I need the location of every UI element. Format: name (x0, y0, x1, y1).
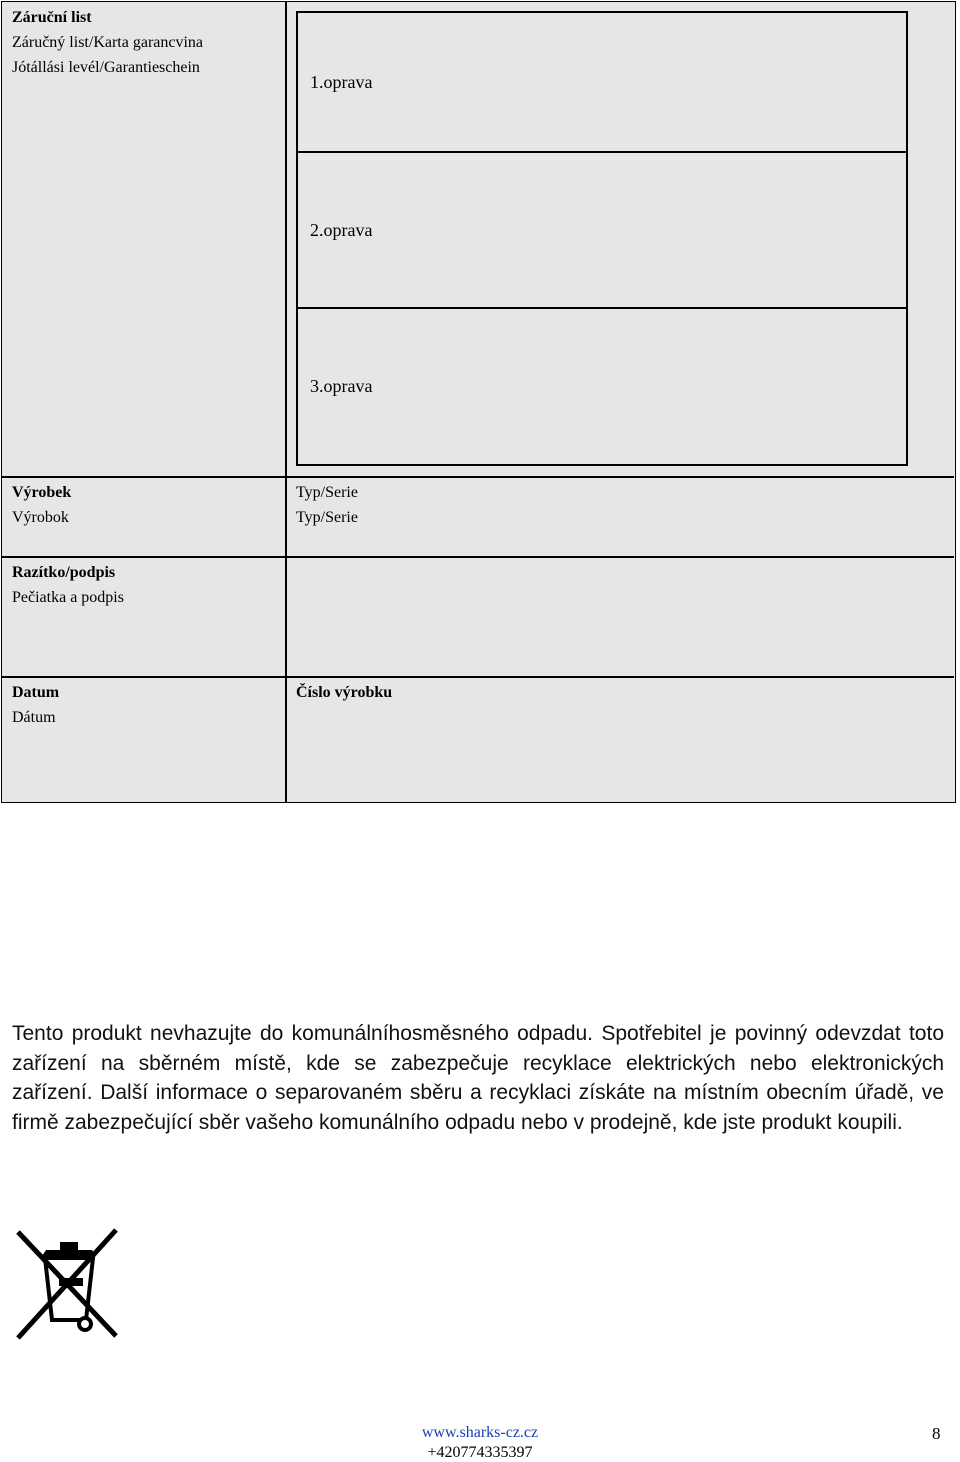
stamp-label: Razítko/podpis (12, 564, 116, 581)
type-serie-label: Typ/Serie (296, 484, 358, 501)
date-label: Datum (12, 684, 60, 701)
warranty-title: Záruční list (12, 9, 92, 26)
warranty-title-hu-de: Jótállási levél/Garantieschein (12, 59, 200, 76)
repair-separator (298, 151, 906, 153)
product-cell (12, 480, 71, 530)
repair-records-box (296, 11, 908, 466)
footer-website-link[interactable]: www.sharks-cz.cz (421, 1424, 539, 1441)
stamp-label-sk: Pečiatka a podpis (12, 589, 124, 606)
crossed-out-wheelie-bin-icon (12, 1222, 124, 1340)
repair-2-label: 2.oprava (310, 220, 373, 240)
date-label-sk: Dátum (12, 709, 56, 726)
page-number: 8 (932, 1424, 941, 1443)
type-serie-label-sk: Typ/Serie (296, 509, 358, 526)
repair-separator (298, 307, 906, 309)
repair-1-label: 1.oprava (310, 72, 373, 92)
repair-3-label: 3.oprava (310, 376, 373, 396)
product-label: Výrobek (12, 484, 72, 501)
row-divider (2, 556, 954, 558)
warranty-header-cell (12, 5, 203, 80)
row-divider (2, 676, 954, 678)
type-serie-cell[interactable] (296, 480, 358, 530)
product-label-sk: Výrobok (12, 509, 69, 526)
column-divider (285, 2, 287, 802)
footer-phone: +420774335397 (427, 1444, 533, 1461)
date-cell (12, 680, 59, 730)
row-divider (2, 476, 954, 478)
serial-number-cell[interactable] (296, 680, 392, 705)
warranty-title-sk: Záručný list/Karta garancvina (12, 34, 204, 51)
stamp-cell (12, 560, 124, 610)
serial-number-label: Číslo výrobku (296, 684, 393, 701)
disposal-notice: Tento produkt nevhazujte do komunálníhosměsného odpadu. Spotřebitel je povinný odevzdat toto zařízení na sběrném místě, kde se zabezpečuje recyklace elektrických nebo elektronických zařízení. Další informace o separovaném sběru a recyklaci získáte na místním obecním úřadě, ve firmě zabezpečující sběr vašeho komunálního odpadu nebo v prodejně, kde jste produkt koupili. (12, 1022, 944, 1134)
